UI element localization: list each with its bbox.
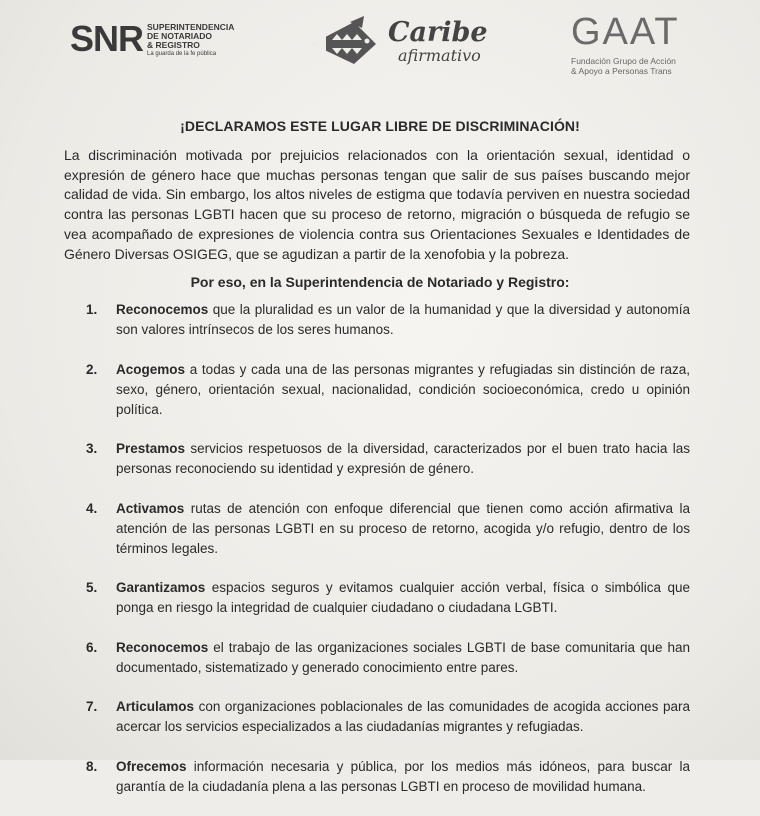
list-item: 1. Reconocemos que la pluralidad es un valor de la humanidad y que la diversidad y autonomía son valores intrínsecos de los seres humanos.: [86, 302, 690, 337]
list-item: 4. Activamos rutas de atención con enfoque diferencial que tienen como acción afirmativa la atención de las personas LGBTI en su proceso de retorno, acogida y/o refugio, dentro de los términos legales.: [86, 500, 690, 556]
snr-logo: [70, 20, 234, 59]
snr-wordmark: SUPERINTENDENCIA DE NOTARIADO & REGISTRO La guarda de la fe pública: [147, 22, 235, 57]
gaat-tagline: Fundación Grupo de Acción & Apoyo a Personas Trans: [571, 56, 676, 76]
gaat-logo: [571, 12, 701, 76]
list-item: 5. Garantizamos espacios seguros y evitamos cualquier acción verbal, física o simbólica que ponga en riesgo la integridad de cualquier ciudadano o ciudadana LGBTI.: [86, 580, 690, 615]
list-item: 7. Articulamos con organizaciones poblacionales de las comunidades de acogida acciones para acercar los servicios especializados a las ciudadanías migrantes y refugiadas.: [86, 699, 690, 734]
snr-mark: SNR: [70, 18, 144, 59]
list-item: 8. Ofrecemos información necesaria y pública, por los medios más idóneos, para buscar la garantía de la ciudadanía plena a las personas LGBTI en proceso de movilidad humana.: [86, 758, 690, 794]
caribe-afirmativo-logo: Caribe afirmativo: [310, 14, 488, 70]
fish-icon: [310, 14, 380, 70]
intro-paragraph: La discriminación motivada por prejuicios relacionados con la orientación sexual, identidad o expresión de género hace que muchas personas tengan que salir de sus países buscando mejor calidad de vida. Sin embargo, los altos niveles de estigma que todavía perviven en nuestra sociedad contra las personas LGBTI hacen que su proceso de retorno, migración o búsqueda de refugio se vea acompañado de expresiones de violencia contra sus Orientaciones Sexuales e Identidades de Género Diversas OSIGEG, que se agudizan a partir de la xenofobia y la pobreza.: [64, 147, 690, 262]
list-item: 3. Prestamos servicios respetuosos de la diversidad, caracterizados por el buen trato hacia las personas reconociendo su identidad y expresión de género.: [86, 441, 690, 476]
commitments-list: [86, 300, 690, 816]
document-title: ¡DECLARAMOS ESTE LUGAR LIBRE DE DISCRIMINACIÓN!: [180, 118, 580, 134]
gaat-mark: GAAT: [571, 11, 680, 53]
logo-header: [0, 0, 760, 100]
list-item: 2. Acogemos a todas y cada una de las personas migrantes y refugiadas sin distinción de raza, sexo, género, orientación sexual, nacionalidad, condición socioeconómica, credo u opinión política.: [86, 361, 690, 417]
list-item: 6. Reconocemos el trabajo de las organizaciones sociales LGBTI de base comunitaria que han documentado, sistematizado y generado conocimiento entre pares.: [86, 639, 690, 675]
section-subtitle: Por eso, en la Superintendencia de Notariado y Registro:: [190, 274, 570, 290]
